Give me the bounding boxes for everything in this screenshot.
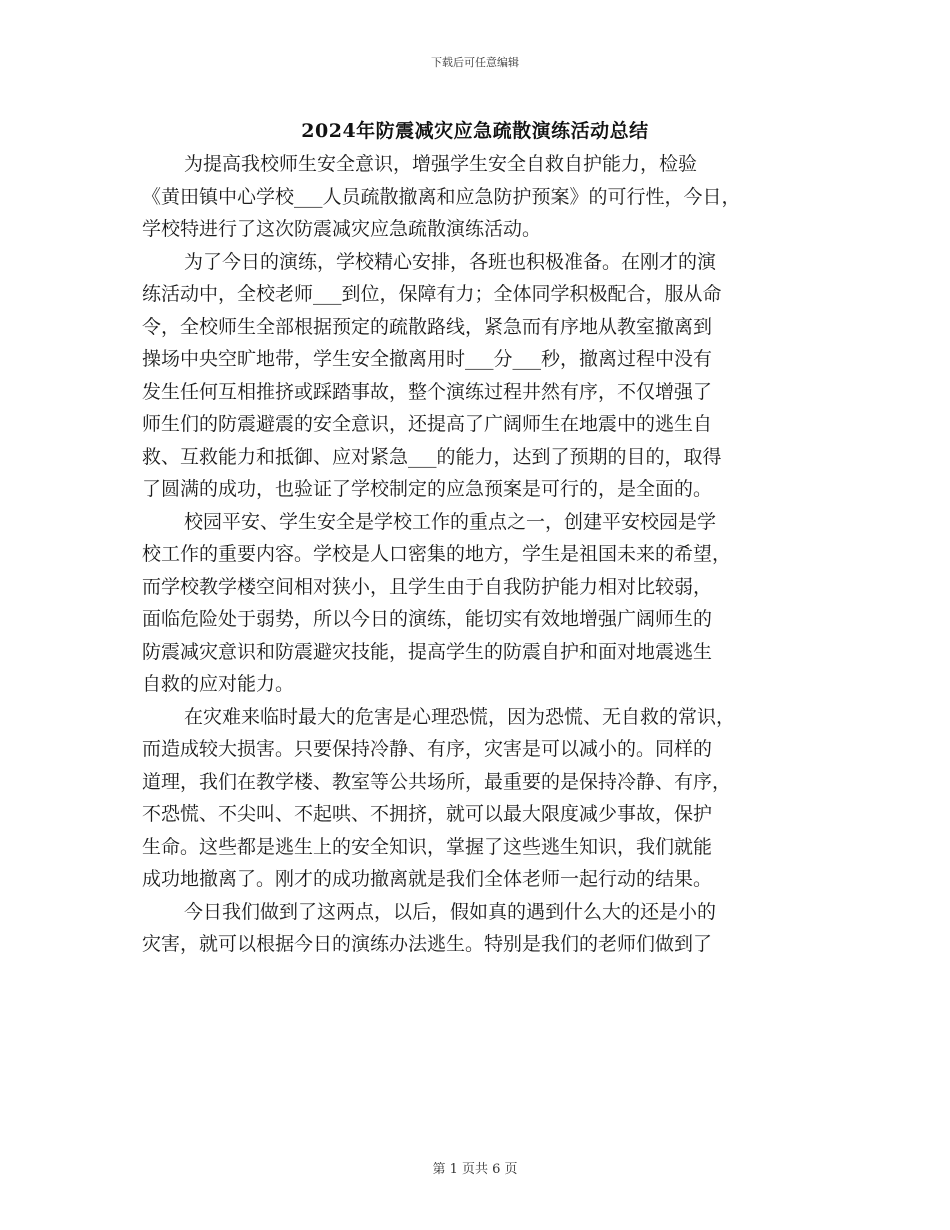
text-line: 练活动中，全校老师___到位，保障有力；全体同学积极配合，服从命 [142, 283, 722, 305]
text-line: 为提高我校师生安全意识，增强学生安全自救自护能力，检验 [184, 153, 698, 175]
text-line: 道理，我们在教学楼、教室等公共场所，最重要的是保持冷静、有序， [142, 770, 732, 793]
document-title: 2024年防震减灾应急疏散演练活动总结 [301, 120, 649, 142]
text-line: 生命。这些都是逃生上的安全知识，掌握了这些逃生知识，我们就能 [142, 835, 713, 858]
text-line: 校园平安、学生安全是学校工作的重点之一，创建平安校园是学 [184, 510, 717, 533]
paragraph-2 [142, 246, 812, 506]
text-line: 师生们的防震避震的安全意识，还提高了广阔师生在地震中的逃生自 [142, 413, 713, 435]
document-body [142, 148, 812, 961]
text-line: 救、互救能力和抵御、应对紧急___的能力，达到了预期的目的，取得 [142, 445, 722, 468]
text-line: 不恐慌、不尖叫、不起哄、不拥挤，就可以最大限度减少事故，保护 [142, 803, 713, 825]
text-line: 而造成较大损害。只要保持冷静、有序，灾害是可以减小的。同样的 [142, 738, 713, 760]
paragraph-4 [142, 701, 812, 896]
text-line: 自救的应对能力。 [142, 673, 295, 695]
text-line: 为了今日的演练，学校精心安排，各班也积极准备。在刚才的演 [184, 250, 717, 273]
text-line: 发生任何互相推挤或踩踏事故，整个演练过程井然有序，不仅增强了 [142, 380, 713, 403]
paragraph-3 [142, 506, 812, 701]
page-header-note: 下载后可任意编辑 [431, 56, 519, 69]
text-line: 灾害，就可以根据今日的演练办法逃生。特别是我们的老师们做到了 [142, 933, 713, 955]
paragraph-5 [142, 896, 812, 961]
text-line: 《黄田镇中心学校___人员疏散撤离和应急防护预案》的可行性，今日， [142, 185, 741, 208]
paragraph-1 [142, 148, 812, 246]
text-line: 操场中央空旷地带，学生安全撤离用时___分___秒，撤离过程中没有 [142, 348, 713, 370]
text-line: 今日我们做到了这两点，以后，假如真的遇到什么大的还是小的 [184, 900, 717, 923]
text-line: 校工作的重要内容。学校是人口密集的地方，学生是祖国未来的希望， [142, 543, 732, 565]
text-line: 在灾难来临时最大的危害是心理恐慌，因为恐慌、无自救的常识， [184, 705, 736, 728]
text-line: 面临危险处于弱势，所以今日的演练，能切实有效地增强广阔师生的 [142, 608, 713, 630]
text-line: 令，全校师生全部根据预定的疏散路线，紧急而有序地从教室撤离到 [142, 315, 713, 338]
text-line: 防震减灾意识和防震避灾技能，提高学生的防震自护和面对地震逃生 [142, 640, 713, 663]
text-line: 了圆满的成功，也验证了学校制定的应急预案是可行的，是全面的。 [142, 478, 713, 500]
text-line: 学校特进行了这次防震减灾应急疏散演练活动。 [142, 218, 542, 240]
page-number: 第 1 页共 6 页 [432, 1162, 518, 1177]
text-line: 成功地撤离了。刚才的成功撤离就是我们全体老师一起行动的结果。 [142, 868, 713, 890]
text-line: 而学校教学楼空间相对狭小，且学生由于自我防护能力相对比较弱， [142, 575, 713, 598]
